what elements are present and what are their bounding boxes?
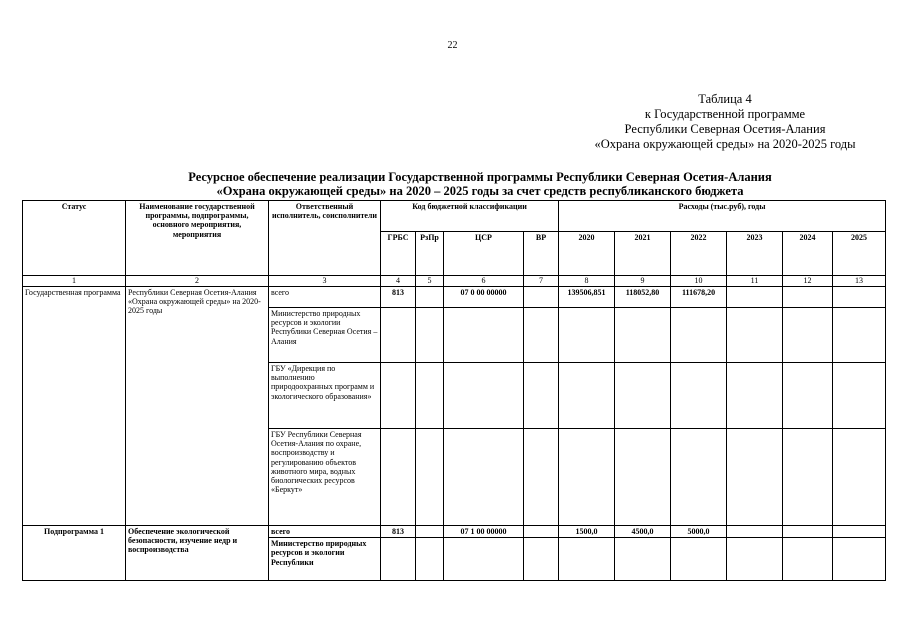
subprogram-2022: 5000,0 xyxy=(671,526,727,538)
subprogram-total-label: всего xyxy=(269,526,381,538)
program-executor-ministry: Министерство природных ресурсов и экологии Республики Северная Осетия – Алания xyxy=(269,308,381,363)
header-2020: 2020 xyxy=(559,232,615,276)
column-number: 12 xyxy=(783,276,833,287)
subprogram-2020: 1500,0 xyxy=(559,526,615,538)
header-expenses: Расходы (тыс.руб), годы xyxy=(559,201,886,232)
program-2025 xyxy=(833,287,886,308)
header-vr: ВР xyxy=(524,232,559,276)
column-number: 3 xyxy=(269,276,381,287)
program-total-label: всего xyxy=(269,287,381,308)
program-2020: 139506,851 xyxy=(559,287,615,308)
column-number: 13 xyxy=(833,276,886,287)
subprogram-status: Подпрограмма 1 xyxy=(23,526,126,581)
header-budget-code: Код бюджетной классификации xyxy=(381,201,559,232)
header-name: Наименование государственной программы, подпрограммы, основного мероприятия, мероприятия xyxy=(126,201,269,276)
title-line-2: «Охрана окружающей среды» на 2020 – 2025 годы за счет средств республиканского бюджета xyxy=(216,184,744,198)
header-2024: 2024 xyxy=(783,232,833,276)
appendix-line-4: «Охрана окружающей среды» на 2020-2025 годы xyxy=(594,137,856,151)
header-csr: ЦСР xyxy=(444,232,524,276)
header-row-1 xyxy=(23,201,886,232)
program-2023 xyxy=(727,287,783,308)
subprogram-name: Обеспечение экологической безопасности, изучение недр и воспроизводства xyxy=(126,526,269,581)
appendix-line-2: к Государственной программе xyxy=(644,107,806,121)
header-grbs: ГРБС xyxy=(381,232,416,276)
appendix-line-3: Республики Северная Осетия-Алания xyxy=(624,122,826,136)
program-csr: 07 0 00 00000 xyxy=(444,287,524,308)
header-2021: 2021 xyxy=(615,232,671,276)
program-2022: 111678,20 xyxy=(671,287,727,308)
column-number: 10 xyxy=(671,276,727,287)
column-number: 5 xyxy=(416,276,444,287)
header-2025: 2025 xyxy=(833,232,886,276)
page-number: 22 xyxy=(447,40,458,51)
column-number: 9 xyxy=(615,276,671,287)
table-row xyxy=(23,526,886,538)
title-line-1: Ресурсное обеспечение реализации Государственной программы Республики Северная Осетия-Алания xyxy=(188,170,772,184)
column-number: 1 xyxy=(23,276,126,287)
resource-table xyxy=(22,200,886,581)
program-rzpr xyxy=(416,287,444,308)
document-title xyxy=(95,170,865,198)
column-number: 4 xyxy=(381,276,416,287)
column-number: 11 xyxy=(727,276,783,287)
appendix-note xyxy=(560,92,890,152)
program-executor-directorate: ГБУ «Дирекция по выполнению природоохранных программ и экологического образования» xyxy=(269,363,381,429)
subprogram-executor-ministry: Министерство природных ресурсов и экологии Республики xyxy=(269,538,381,581)
appendix-line-1: Таблица 4 xyxy=(698,92,752,106)
header-2022: 2022 xyxy=(671,232,727,276)
column-number: 2 xyxy=(126,276,269,287)
program-name: Республики Северная Осетия-Алания «Охрана окружающей среды» на 2020-2025 годы xyxy=(126,287,269,526)
header-rzpr: РзПр xyxy=(416,232,444,276)
table-row xyxy=(23,287,886,308)
header-2023: 2023 xyxy=(727,232,783,276)
program-vr xyxy=(524,287,559,308)
column-number-row xyxy=(23,276,886,287)
program-2024 xyxy=(783,287,833,308)
column-number: 6 xyxy=(444,276,524,287)
header-status: Статус xyxy=(23,201,126,276)
column-number: 8 xyxy=(559,276,615,287)
program-executor-berkut: ГБУ Республики Северная Осетия-Алания по охране, воспроизводству и регулированию объектов животного мира, водных биологических ресурсов «Беркут» xyxy=(269,429,381,526)
subprogram-grbs: 813 xyxy=(381,526,416,538)
program-2021: 118052,80 xyxy=(615,287,671,308)
program-grbs: 813 xyxy=(381,287,416,308)
header-executor: Ответственный исполнитель, соисполнители xyxy=(269,201,381,276)
column-number: 7 xyxy=(524,276,559,287)
subprogram-2021: 4500,0 xyxy=(615,526,671,538)
program-status: Государственная программа xyxy=(23,287,126,526)
subprogram-csr: 07 1 00 00000 xyxy=(444,526,524,538)
